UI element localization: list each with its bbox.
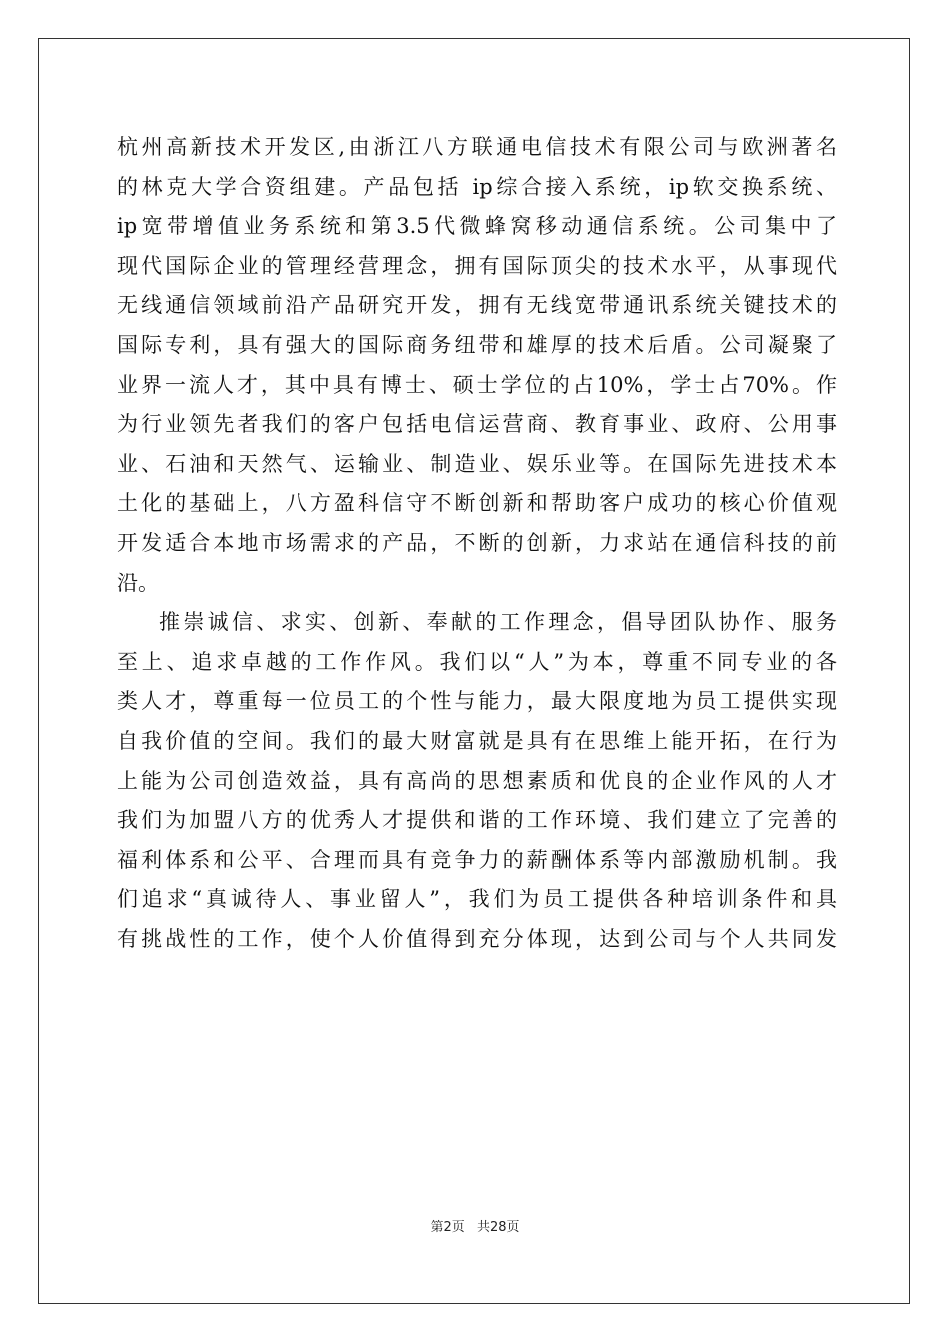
text-line: 有挑战性的工作，使个人价值得到充分体现，达到公司与个人共同发 [117, 926, 837, 951]
text-line: 业、石油和天然气、运输业、制造业、娱乐业等。在国际先进技术本 [117, 451, 837, 476]
text-line: 现代国际企业的管理经营理念，拥有国际顶尖的技术水平，从事现代 [117, 253, 837, 278]
text-line: 杭州高新技术开发区,由浙江八方联通电信技术有限公司与欧洲著名 [117, 135, 837, 159]
document-body [117, 128, 837, 959]
text-line: 的林克大学合资组建。产品包括 ip综合接入系统，ip软交换系统、 [117, 174, 837, 199]
text-line: 上能为公司创造效益，具有高尚的思想素质和优良的企业作风的人才 [117, 768, 837, 793]
text-line: 业界一流人才，其中具有博士、硕士学位的占10%，学士占70%。作 [117, 372, 837, 397]
text-line: 无线通信领域前沿产品研究开发，拥有无线宽带通讯系统关键技术的 [117, 293, 837, 318]
text-line: 类人才，尊重每一位员工的个性与能力，最大限度地为员工提供实现 [117, 689, 837, 714]
page-footer [0, 1216, 950, 1235]
text-line: 推崇诚信、求实、创新、奉献的工作理念，倡导团队协作、服务 [159, 610, 837, 635]
text-line: 开发适合本地市场需求的产品，不断的创新，力求站在通信科技的前 [117, 530, 837, 555]
text-line: 沿。 [117, 570, 159, 595]
text-line: 国际专利，具有强大的国际商务纽带和雄厚的技术后盾。公司凝聚了 [117, 332, 837, 357]
page-total: 共28页 [476, 1220, 520, 1235]
text-line: 至上、追求卓越的工作作风。我们以“人”为本，尊重不同专业的各 [117, 649, 837, 674]
page-number: 第2页 [430, 1220, 465, 1235]
text-line: 为行业领先者我们的客户包括电信运营商、教育事业、政府、公用事 [117, 412, 837, 437]
text-line: 自我价值的空间。我们的最大财富就是具有在思维上能开拓，在行为 [117, 728, 837, 753]
text-line: ip宽带增值业务系统和第3.5代微蜂窝移动通信系统。公司集中了 [117, 214, 837, 239]
text-line: 福利体系和公平、合理而具有竞争力的薪酬体系等内部激励机制。我 [117, 847, 837, 872]
text-line: 我们为加盟八方的优秀人才提供和谐的工作环境、我们建立了完善的 [117, 808, 837, 833]
text-line: 们追求“真诚待人、事业留人”，我们为员工提供各种培训条件和具 [117, 887, 837, 912]
text-line: 土化的基础上，八方盈科信守不断创新和帮助客户成功的核心价值观 [117, 491, 837, 516]
